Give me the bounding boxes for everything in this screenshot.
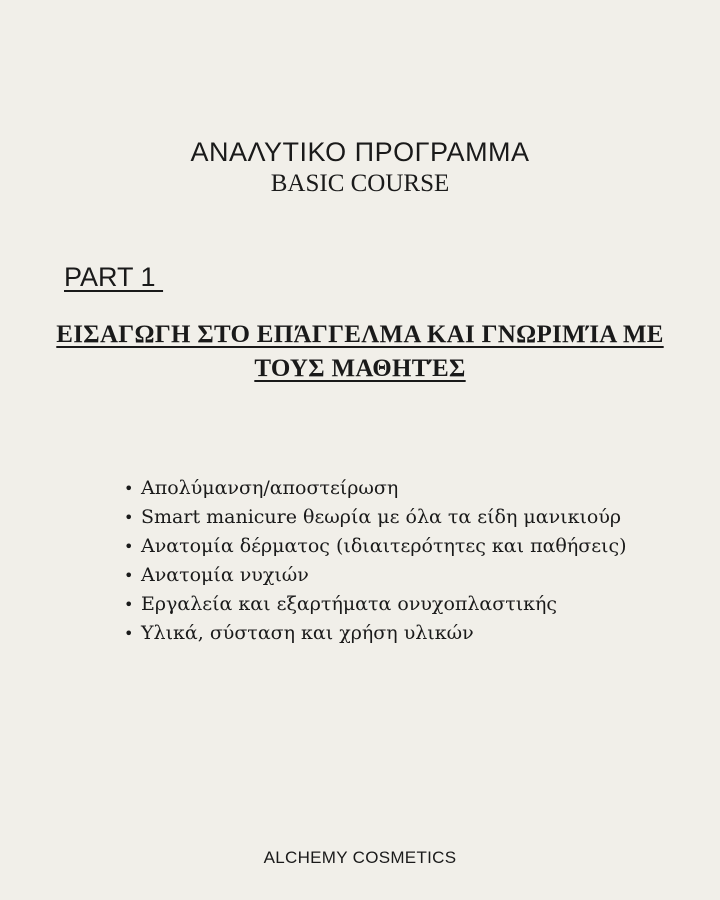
list-item: [124, 503, 627, 532]
list-item-text: Ανατομία νυχιών: [141, 564, 309, 586]
page-title: ΑΝΑΛΥΤΙΚΟ ΠΡΟΓΡΑΜΜΑ: [190, 137, 530, 167]
bullet-icon: •: [124, 508, 134, 527]
list-item: [124, 561, 627, 590]
bullet-icon: •: [124, 624, 134, 643]
list-item-text: Εργαλεία και εξαρτήματα ονυχοπλαστικής: [141, 593, 558, 615]
list-item: [124, 619, 627, 648]
list-item-text: Απολύμανση/αποστείρωση: [141, 477, 399, 499]
list-item: [124, 590, 627, 619]
bullet-icon: •: [124, 595, 134, 614]
list-item-text: Υλικά, σύσταση και χρήση υλικών: [141, 622, 474, 644]
part-label: PART 1: [64, 262, 164, 292]
bullet-icon: •: [124, 479, 134, 498]
list-item-text: Smart manicure θεωρία με όλα τα είδη μανικιούρ: [141, 506, 622, 528]
section-heading-line-1: ΕΙΣΑΓΩΓΗ ΣΤΟ ΕΠΆΓΓΕΛΜΑ ΚΑΙ ΓΝΩΡΙΜΊΑ ΜΕ: [56, 321, 664, 348]
list-item: [124, 532, 627, 561]
course-subtitle: BASIC COURSE: [270, 170, 450, 197]
bullet-icon: •: [124, 537, 134, 556]
list-item: [124, 474, 627, 503]
topic-list: [124, 474, 627, 648]
section-heading-line-2: ΤΟΥΣ ΜΑΘΗΤΈΣ: [254, 355, 466, 382]
bullet-icon: •: [124, 566, 134, 585]
brand-footer: ALCHEMY COSMETICS: [263, 848, 457, 867]
section-heading: [20, 318, 700, 386]
list-item-text: Ανατομία δέρματος (ιδιαιτερότητες και παθήσεις): [141, 535, 627, 557]
